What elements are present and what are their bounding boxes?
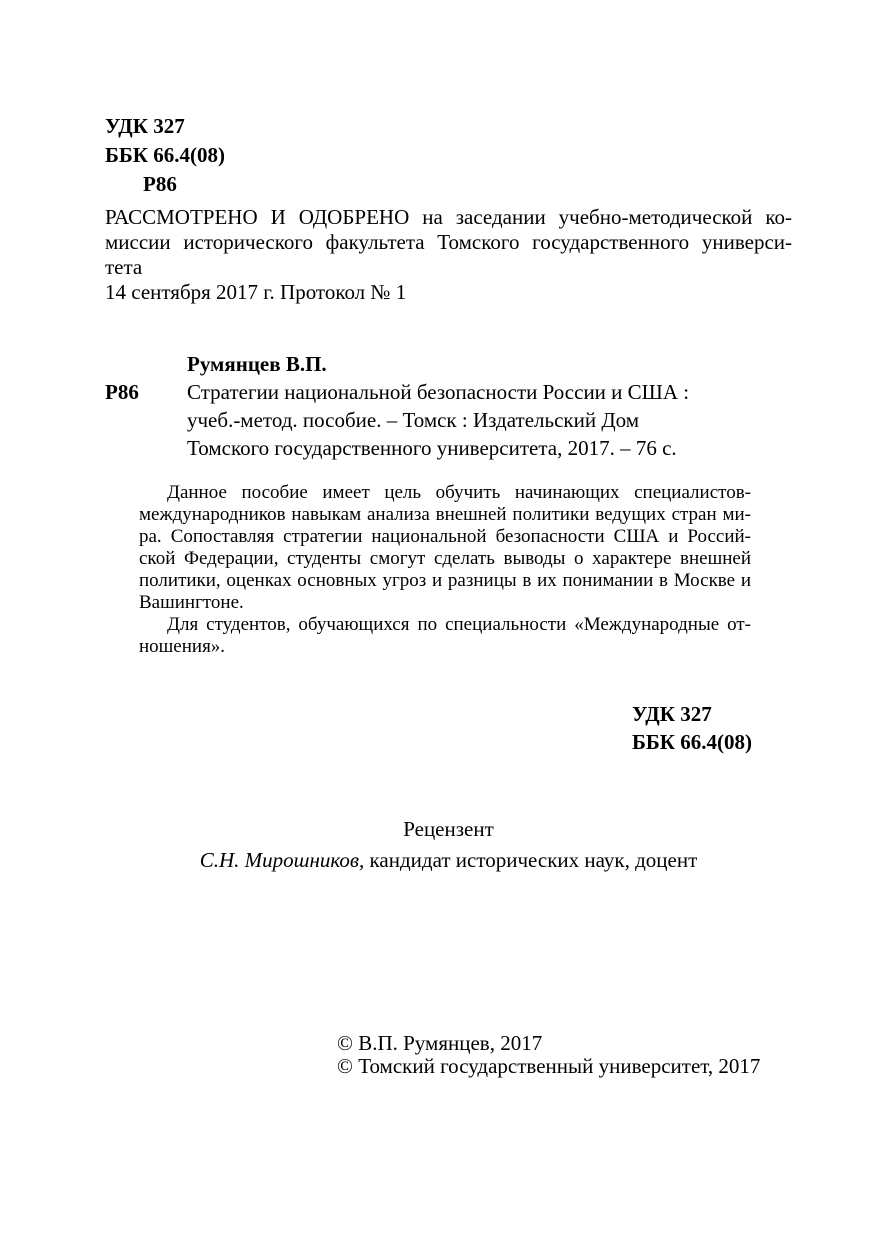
approval-line: тета — [105, 255, 143, 279]
annotation — [139, 482, 751, 658]
catalog-entry-line: учеб.-метод. пособие. – Томск : Издательский Дом — [187, 408, 640, 432]
reviewer-line — [105, 845, 792, 876]
copyright-author-line: © В.П. Румянцев, 2017 — [337, 1031, 543, 1055]
annotation-line: международников навыкам анализа внешней политики ведущих стран ми- — [139, 504, 751, 525]
approval-line: миссии исторического факультета Томского государственного универси- — [105, 230, 792, 254]
catalog-entry-author: Румянцев В.П. — [187, 352, 327, 376]
reviewer-section — [105, 814, 792, 876]
author-sign: Р86 — [143, 172, 177, 196]
annotation-line: Вашингтоне. — [139, 592, 244, 613]
reviewer-credentials: кандидат исторических наук, доцент — [364, 848, 698, 872]
classification-block — [105, 112, 225, 199]
annotation-line: Данное пособие имеет цель обучить начинающих специалистов- — [167, 482, 751, 503]
copyright-university-line: © Томский государственный университет, 2017 — [337, 1054, 761, 1078]
reviewer-heading: Рецензент — [403, 817, 494, 841]
annotation-line: ра. Сопоставляя стратегии национальной безопасности США и Россий- — [139, 526, 751, 547]
annotation-audience-paragraph — [139, 614, 751, 658]
reviewer-name: С.Н. Мирошников, — [199, 848, 365, 872]
annotation-line: ской Федерации, студенты смогут сделать выводы о характере внешней — [139, 548, 751, 569]
catalog-entry-line: Стратегии национальной безопасности России и США : — [187, 380, 690, 404]
copyright-section — [337, 1032, 760, 1078]
bbk-number-right: ББК 66.4(08) — [632, 730, 752, 754]
udc-bbk-block — [632, 700, 752, 756]
bbk-number: ББК 66.4(08) — [105, 143, 225, 167]
catalog-entry — [187, 350, 767, 462]
annotation-line: политики, оценках основных угроз и разницы в их понимании в Москве и — [139, 570, 751, 591]
annotation-line: Для студентов, обучающихся по специальности «Международные от- — [167, 614, 751, 635]
approval-date-line: 14 сентября 2017 г. Протокол № 1 — [105, 280, 407, 304]
udk-number: УДК 327 — [105, 114, 185, 138]
annotation-line: ношения». — [139, 636, 226, 657]
udk-number-right: УДК 327 — [632, 702, 712, 726]
approval-line: РАССМОТРЕНО И ОДОБРЕНО на заседании учебно-методической ко- — [105, 205, 792, 229]
annotation-paragraph — [139, 482, 751, 614]
catalog-entry-line: Томского государственного университета, 2017. – 76 с. — [187, 436, 677, 460]
approval-note — [105, 205, 792, 305]
catalog-entry-code: Р86 — [105, 380, 139, 404]
